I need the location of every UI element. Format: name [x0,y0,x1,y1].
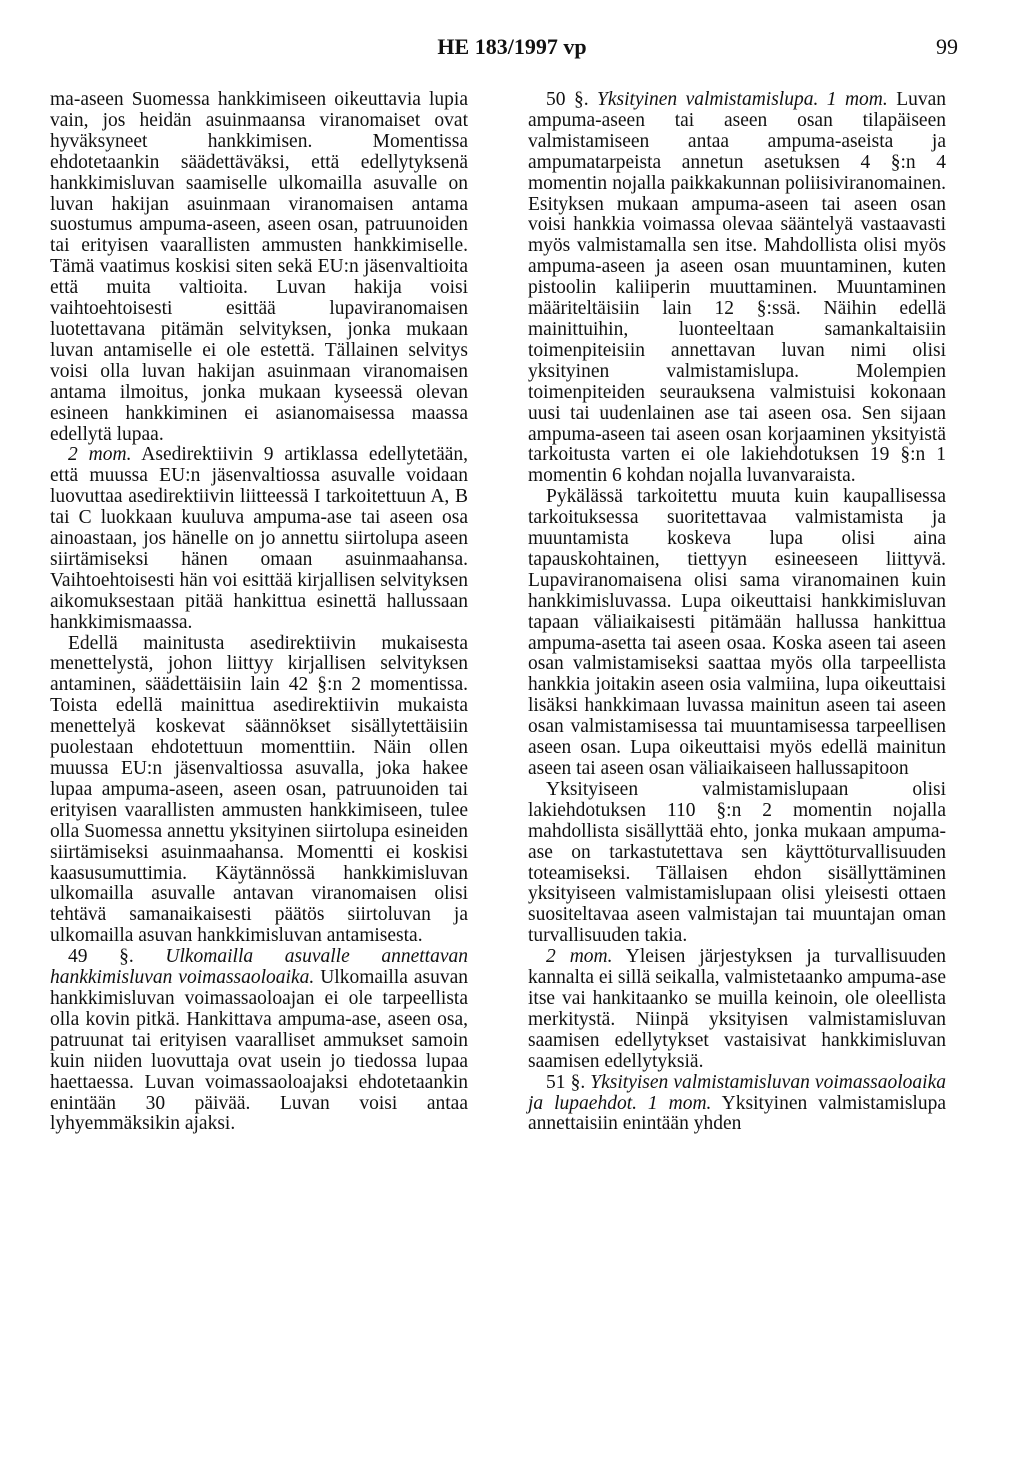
section-label: 50 §. [546,89,589,110]
page-number: 99 [936,34,958,59]
paragraph [50,947,468,1135]
section-title: Ulkomailla asuvalle annettavan hankkimisluvan voimassaoloaika. [50,946,468,989]
left-column [50,90,468,1135]
paragraph: Edellä mainitusta asedirektiivin mukaisesta menettelystä, johon liittyy kirjallisen selvityksen antaminen, säädettäisiin lain 42 §:n 2 momentissa. Toista edellä mainittua asedirektiivin mukaista menettelyä koskevat säännökset sisällytettäisiin puolestaan ehdotettuun momenttiin. Näin ollen muussa EU:n jäsenvaltiossa asuvalla, joka hakee lupaa ampuma-aseen, aseen osan, patruunoiden tai erityisen vaarallisten ammusten hankkimiseen, tulee olla Suomessa annettu yksityinen siirtolupa esineiden siirtämiseksi asuinmaahansa. Momentti ei koskisi kaasusumuttimia. Käytännössä hankkimisluvan ulkomailla asuvalle antavan viranomaisen olisi tehtävä samanaikaisesti päätös siirtoluvan ja ulkomailla asuvan hankkimisluvan antamisesta. [50,632,468,947]
right-column [528,90,946,1135]
section-label: 2 mom. [546,946,613,968]
paragraph [528,90,946,487]
paragraph-text: Asedirektiivin 9 artiklassa edellytetään, että muussa EU:n jäsenvaltiossa asuvalle voidaan luovuttaa asedirektiivin liitteessä I tarkoitettuun A, B tai C luokkaan kuuluva ampuma-ase tai aseen osa ainoastaan, jos hänelle on jo annettu siirtolupa aseen siirtämiseksi hänen omaan asuinmaahansa. Vaihtoehtoisesti hän voi esittää kirjallisen selvityksen aikomuksestaan pitää hankittua esinettä hallussaan hankkimismaassa. [50,444,469,633]
paragraph: Yksityiseen valmistamislupaan olisi lakiehdotuksen 110 §:n 2 momentin nojalla mahdollista sisällyttää ehto, jonka mukaan ampuma-ase on tarkastutettava sen käyttöturvallisuuden toteamiseksi. Tällaisen ehdon sisällyttäminen yksityiseen valmistamislupaan olisi yleisesti ottaen suositeltavaa aseen valmistajan tai muuntajan oman turvallisuuden takia. [528,778,946,947]
paragraph [528,1073,946,1136]
section-title: Yksityinen valmistamislupa. 1 mom. [588,89,888,110]
paragraph [50,445,468,633]
section-label: 51 §. [546,1071,586,1093]
paragraph: Pykälässä tarkoitettu muuta kuin kaupallisessa tarkoituksessa suoritettavaa valmistamista ja muuntamista koskeva lupa olisi aina tapauskohtainen, tiettyyn esineeseen liittyvä. Lupaviranomaisena olisi sama viranomainen kuin hankkimisluvassa. Lupa oikeuttaisi hankkimisluvan tapaan väliaikaisesti pitämään hallussa hankittua ampuma-asetta tai aseen osaa. Koska aseen tai aseen osan valmistamiseksi saattaa myös olla tarpeellista hankkia joitakin aseen osia valmiina, lupa oikeuttaisi lisäksi hankkimaan luvassa mainitun aseen tai aseen osan valmistamisessa tai muuntamisessa tarpeellisen aseen osan. Lupa oikeuttaisi myös edellä mainitun aseen tai aseen osan väliaikaiseen hallussapitoon [528,486,946,779]
paragraph [528,947,946,1072]
paragraph-text: Luvan ampuma-aseen tai aseen osan tilapäiseen valmistamiseen antaa ampuma-aseista ja ampumatarpeista annetun asetuksen 4 §:n 4 momentin nojalla paikkakunnan poliisiviranomainen. Esityksen mukaan ampuma-aseen tai aseen osan voisi hankkia voimassa olevaa sääntelyä vastaavasti myös valmistamalla sen itse. Mahdollista olisi myös ampuma-aseen ja aseen osan muuntaminen, kuten pistoolin kaliiperin muuttaminen. Muuntaminen määriteltäisiin lain 12 §:ssä. Näihin edellä mainittuihin, luonteeltaan samankaltaisiin toimenpiteisiin annettavan luvan nimi olisi yksityinen valmistamislupa. Molempien toimenpiteiden seurauksena valmistuisi kokonaan uusi tai uudenlainen ase tai aseen osa. Sen sijaan ampuma-aseen tai aseen osan korjaaminen yksityistä tarkoitusta varten ei ole lakiehdotuksen 19 §:n 1 momentin 6 kohdan nojalla luvanvaraista. [528,89,947,487]
section-label: 2 mom. [68,444,132,466]
paragraph-text: Yksityinen valmistamislupa annettaisiin enintään yhden [528,1092,947,1135]
section-title: Yksityisen valmistamisluvan voimassaoloaika ja lupaehdot. 1 mom. [528,1071,946,1114]
paragraph: ma-aseen Suomessa hankkimiseen oikeuttavia lupia vain, jos heidän asuinmaansa viranomaiset ovat hyväksyneet hankkimisen. Momentissa ehdotetaankin säädettäväksi, että edellytyksenä hankkimisluvan saamiselle ulkomailla asuvalle on luvan hakijan asuinmaan viranomaisen antama suostumus ampuma-aseen, aseen osan, patruunoiden tai erityisen vaarallisten ammusten hankkimiselle. Tämä vaatimus koskisi siten sekä EU:n jäsenvaltioita että muita valtioita. Luvan hakija voisi vaihtoehtoisesti esittää lupaviranomaisen luotettavana pitämän selvityksen, jonka mukaan luvan antamiselle ei ole estettä. Tällainen selvitys voisi olla luvan hakijan asuinmaan viranomaisen antama ilmoitus, jonka mukaan kyseessä olevan esineen hankkiminen ei asianomaisessa maassa edellytä lupaa. [50,89,468,445]
section-label: 49 §. [68,946,134,968]
page-header [0,34,1024,74]
document-id: HE 183/1997 vp [437,34,587,59]
paragraph-text: Yleisen järjestyksen ja turvallisuuden kannalta ei sillä seikalla, valmistetaanko ampuma-ase itse vai hankitaanko se muilla keinoin, ole oleellista merkitystä. Niinpä yksityisen valmistamisluvan saamisen edellytykset vastaisivat hankkimisluvan saamisen edellytyksiä. [528,946,947,1072]
paragraph-text: Ulkomailla asuvan hankkimisluvan voimassaoloajan ei ole tarpeellista olla kovin pitkä. Hankittava ampuma-ase, aseen osa, patruunat tai erityisen vaaralliset ammukset samoin kuin niiden luovuttaja ovat usein jo tiedossa lupaa haettaessa. Luvan voimassaoloajaksi ehdotetaankin enintään 30 päivää. Luvan voisi antaa lyhyemmäksikin ajaksi. [50,967,468,1135]
